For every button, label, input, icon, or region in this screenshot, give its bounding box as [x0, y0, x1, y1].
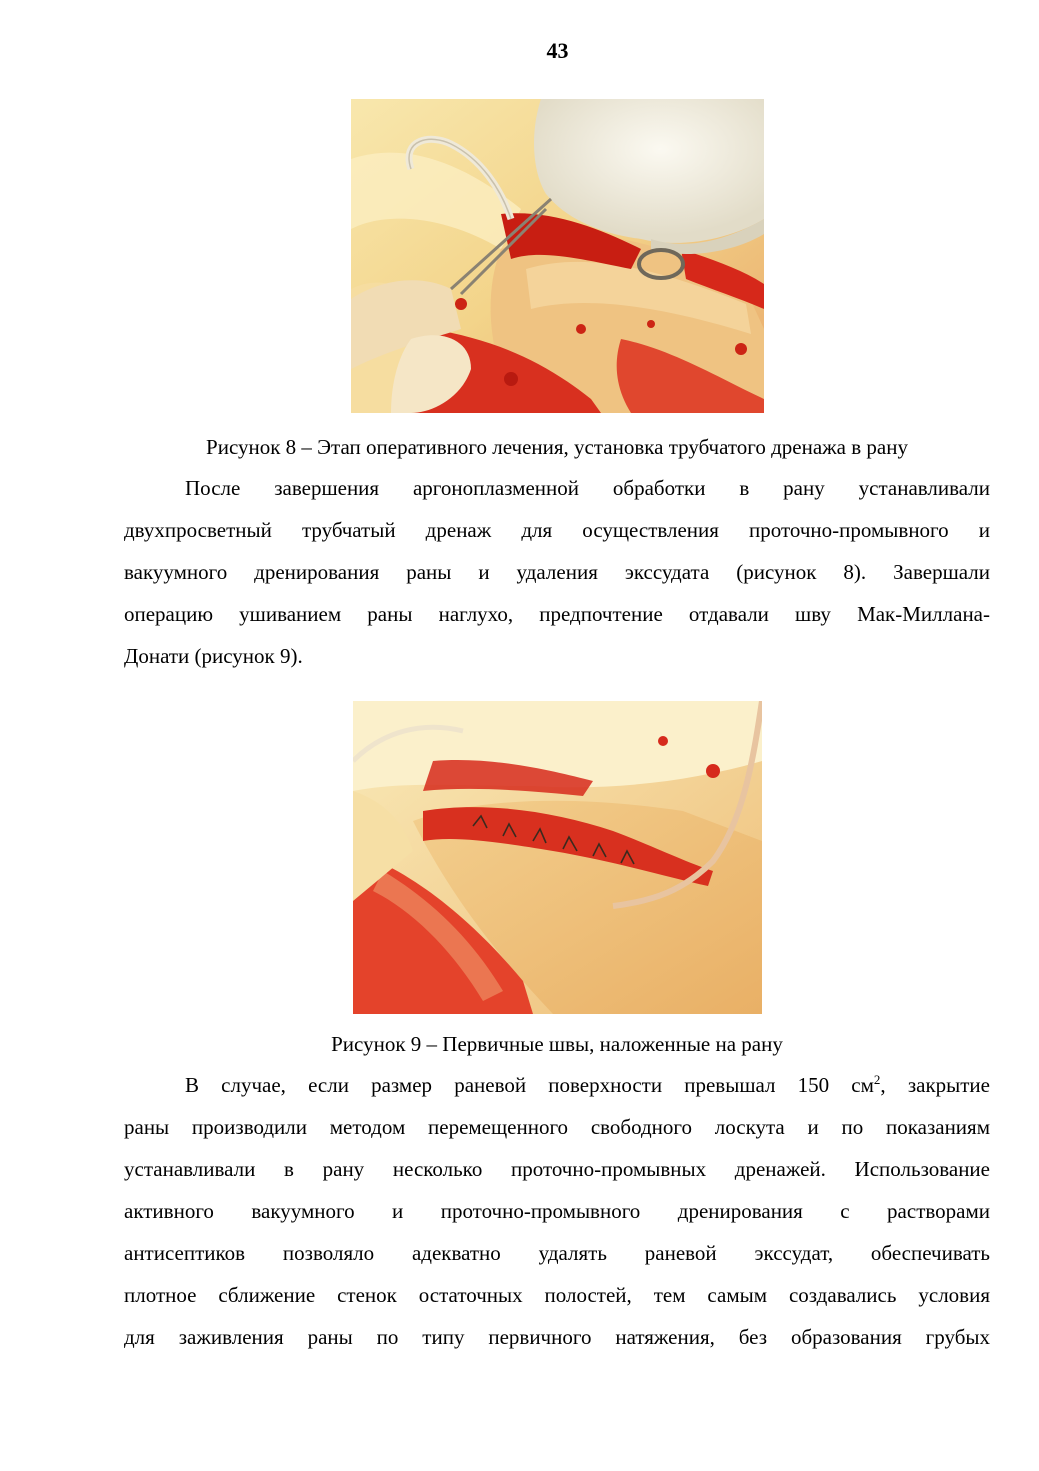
paragraph-line-with-superscript: [124, 1071, 990, 1113]
text-segment: В случае, если размер раневой поверхности превышал 150 см: [185, 1073, 874, 1097]
figure-9-caption: Рисунок 9 – Первичные швы, наложенные на рану: [331, 1032, 783, 1056]
paragraph-line: операцию ушиванием раны наглухо, предпочтение отдавали шву Мак-Миллана-: [124, 602, 990, 626]
text-segment: , закрытие: [880, 1073, 990, 1097]
paragraph-2: [124, 1071, 990, 1365]
paragraph-line: активного вакуумного и проточно-промывного дренирования с растворами: [124, 1199, 990, 1223]
paragraph-line: плотное сближение стенок остаточных полостей, тем самым создавались условия: [124, 1283, 990, 1307]
paragraph-line: для заживления раны по типу первичного натяжения, без образования грубых: [124, 1325, 990, 1349]
paragraph-line: двухпросветный трубчатый дренаж для осуществления проточно-промывного и: [124, 518, 990, 542]
figure-8-caption: Рисунок 8 – Этап оперативного лечения, установка трубчатого дренажа в рану: [206, 435, 908, 459]
figure-8-photo: [351, 99, 764, 413]
paragraph-line: Донати (рисунок 9).: [124, 644, 303, 668]
paragraph-line: раны производили методом перемещенного свободного лоскута и по показаниям: [124, 1115, 990, 1139]
paragraph-1: [124, 474, 990, 684]
paragraph-line: вакуумного дренирования раны и удаления экссудата (рисунок 8). Завершали: [124, 560, 990, 584]
superscript: 2: [873, 1072, 881, 1087]
paragraph-line: После завершения аргоноплазменной обработки в рану устанавливали: [185, 476, 990, 500]
paragraph-line: антисептиков позволяло адекватно удалять раневой экссудат, обеспечивать: [124, 1241, 990, 1265]
paragraph-line: устанавливали в рану несколько проточно-промывных дренажей. Использование: [124, 1157, 990, 1181]
figure-9-photo: [353, 701, 762, 1014]
page-number: 43: [546, 38, 569, 63]
